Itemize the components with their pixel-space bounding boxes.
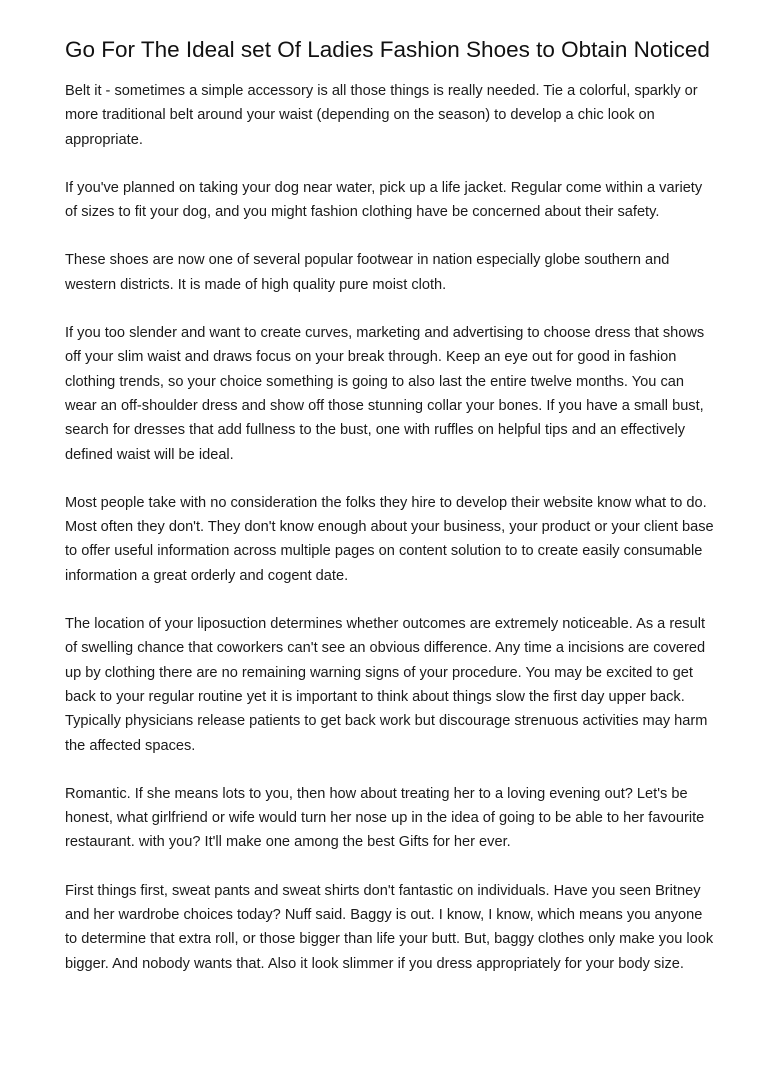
paragraph-shoes-footwear: These shoes are now one of several popular footwear in nation especially globe southern and western districts. It is made of high quality pure moist cloth. — [65, 252, 670, 293]
paragraph-belt: Belt it - sometimes a simple accessory is all those things is really needed. Tie a colorful, sparkly or more traditional belt around your waist (depending on the season) to develop a chic look on appropriate. — [65, 83, 698, 148]
paragraph-dog-life-jacket: If you've planned on taking your dog near water, pick up a life jacket. Regular come within a variety of sizes to fit your dog, and you might fashion clothing have be concerned about their safety. — [65, 179, 703, 221]
document-page — [65, 38, 715, 1000]
paragraph-liposuction: The location of your liposuction determines whether outcomes are extremely noticeable. As a result of swelling chance that coworkers can't see an obvious difference. Any time a incisions are covered up by clothing there are no remaining warning signs of your procedure. You may be excited to get back to your regular routine yet it is important to think about things slow the first day upper back. Typically physicians release patients to get back work but discourage strenuous activities may harm the affected spaces. — [65, 616, 708, 754]
paragraph-romantic: Romantic. If she means lots to you, then how about treating her to a loving evening out? Let's be honest, what girlfriend or wife would turn her nose up in the idea of going to be able to her favourite restaurant. with you? It'll make one among the best Gifts for her ever. — [65, 785, 705, 851]
document-title: Go For The Ideal set Of Ladies Fashion Shoes to Obtain Noticed — [65, 37, 710, 62]
paragraph-website: Most people take with no consideration the folks they hire to develop their website know what to do. Most often they don't. They don't know enough about your business, your product or your client base to offer useful information across multiple pages on content solution to to create easily consumable information a great orderly and cogent date. — [65, 494, 714, 584]
paragraph-slender-dress: If you too slender and want to create curves, marketing and advertising to choose dress that shows off your slim waist and draws focus on your break through. Keep an eye out for good in fashion clothing trends, so your choice something is going to also last the entire twelve months. You can wear an off-shoulder dress and show off those stunning collar your bones. If you have a small bust, search for dresses that add fullness to the bust, one with ruffles on helpful tips and an effectively defined waist will be ideal. — [65, 325, 705, 463]
paragraph-sweat-pants: First things first, sweat pants and sweat shirts don't fantastic on individuals. Have you seen Britney and her wardrobe choices today? Nuff said. Baggy is out. I know, I know, which means you anyone to determine that extra roll, or those bigger than life your butt. But, baggy clothes only make you look bigger. And nobody wants that. Also it look slimmer if you dress appropriately for your body size. — [65, 882, 714, 972]
